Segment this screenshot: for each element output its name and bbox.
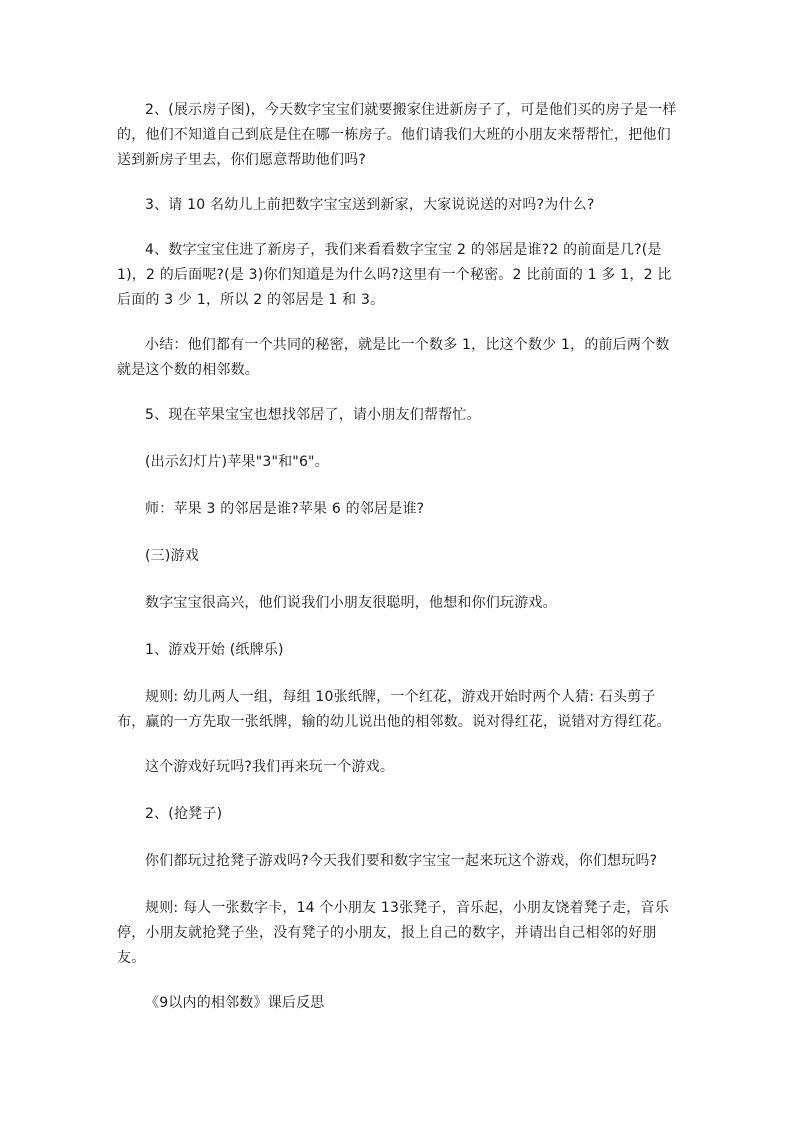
paragraph-game-2-title: 2、(抢凳子) [145,806,223,822]
paragraph-game-1-rules: 规则: 幼儿两人一组，每组 10张纸牌，一个红花，游戏开始时两个人猜: 石头剪子布，赢的一方先取一张纸牌，输的幼儿说出他的相邻数。说对得红花，说错对方得红花。 [117,689,671,730]
paragraph-games-intro: 数字宝宝很高兴，他们说我们小朋友很聪明，他想和你们玩游戏。 [145,595,557,611]
document-body [117,98,677,1038]
paragraph-game-2-rules: 规则: 每人一张数字卡，14 个小朋友 13张凳子，音乐起，小朋友饶着凳子走，音乐停，小朋友就抢凳子坐，没有凳子的小朋友，报上自己的数字，并请出自己相邻的好朋友。 [117,900,669,966]
paragraph-step-2-move-houses: 2、(展示房子图)，今天数字宝宝们就要搬家住进新房子了，可是他们买的房子是一样的，他们不知道自己到底是住在哪一栋房子。他们请我们大班的小朋友来帮帮忙，把他们送到新房子里去，你们愿意帮助他们吗? [117,102,677,168]
paragraph-teacher-question: 师：苹果 3 的邻居是谁?苹果 6 的邻居是谁? [145,501,425,517]
paragraph-step-4-neighbors: 4、数字宝宝住进了新房子，我们来看看数字宝宝 2 的邻居是谁?2 的前面是几?(是 1)，2 的后面呢?(是 3)你们知道是为什么吗?这里有一个秘密。2 比前面的 1 多 1，2 比后面的 3 少 1，所以 2 的邻居是 1 和 3。 [117,242,672,308]
paragraph-slide-note: (出示幻灯片)苹果"3"和"6"。 [145,454,329,470]
paragraph-game-1-title: 1、游戏开始 (纸牌乐) [145,642,284,658]
section-heading-games: (三)游戏 [145,548,199,564]
paragraph-transition: 这个游戏好玩吗?我们再来玩一个游戏。 [145,759,395,775]
paragraph-game-2-intro: 你们都玩过抢凳子游戏吗?今天我们要和数字宝宝一起来玩这个游戏，你们想玩吗? [145,853,658,869]
paragraph-step-5-apples: 5、现在苹果宝宝也想找邻居了，请小朋友们帮帮忙。 [145,407,481,423]
paragraph-reflection-title: 《9以内的相邻数》课后反思 [145,995,325,1011]
paragraph-summary: 小结：他们都有一个共同的秘密，就是比一个数多 1，比这个数少 1，的前后两个数就是这个数的相邻数。 [117,337,670,378]
paragraph-step-3-send-home: 3、请 10 名幼儿上前把数字宝宝送到新家，大家说说送的对吗?为什么? [145,197,595,213]
